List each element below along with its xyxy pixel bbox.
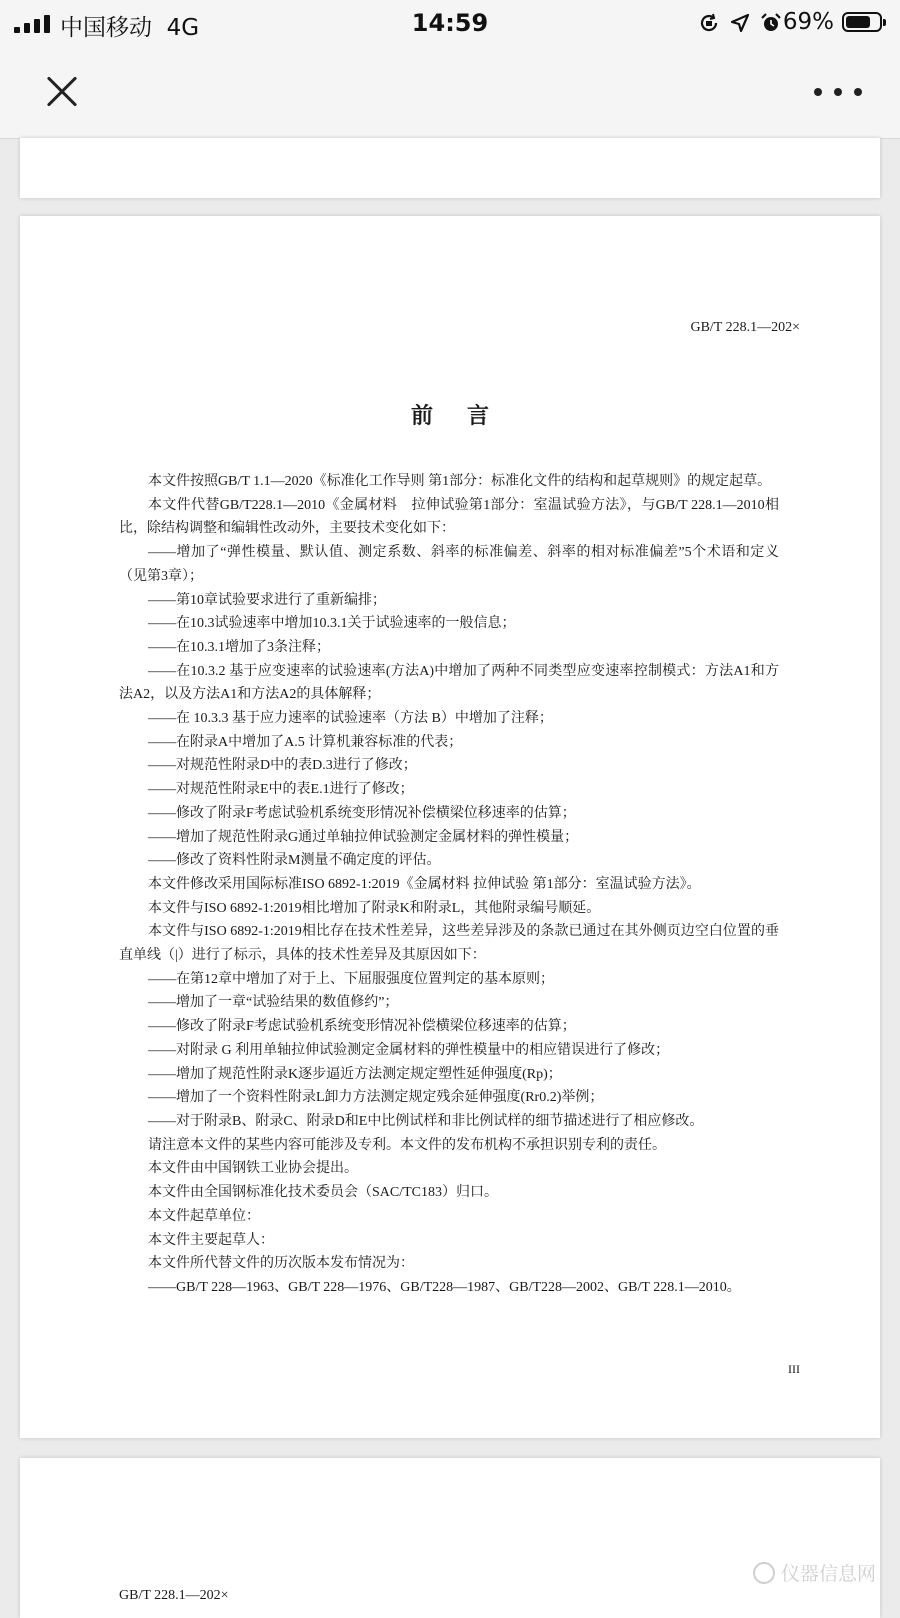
- watermark-text: 仪器信息网: [780, 1563, 876, 1585]
- previous-page: [20, 138, 880, 198]
- paragraph-line: 请注意本文件的某些内容可能涉及专利。本文件的发布机构不承担识别专利的责任。: [148, 1137, 666, 1153]
- close-icon[interactable]: [38, 68, 86, 116]
- document-body: [119, 470, 779, 1300]
- next-page-code: GB/T 228.1—202×: [119, 1588, 229, 1603]
- page-title: 前言: [410, 403, 523, 428]
- paragraph-line: ——增加了“弹性模量、默认值、测定系数、斜率的标准偏差、斜率的相对标准偏差”5个术语和定义（见第3章）；: [119, 545, 779, 584]
- paragraph-line: ——在 10.3.3 基于应力速率的试验速率（方法 B）中增加了注释；: [148, 711, 553, 727]
- paragraph-line: ——对于附录B、附录C、附录D和E中比例试样和非比例试样的细节描述进行了相应修改。: [148, 1113, 704, 1129]
- battery-percent: 69%: [782, 9, 834, 35]
- paragraph-line: ——增加了一个资料性附录L卸力方法测定规定残余延伸强度(Rr0.2)举例；: [148, 1090, 604, 1106]
- battery-icon: [842, 12, 882, 32]
- paragraph-line: ——修改了附录F考虑试验机系统变形情况补偿横梁位移速率的估算；: [148, 1019, 576, 1035]
- paragraph-line: 本文件主要起草人：: [148, 1232, 274, 1248]
- paragraph-line: ——增加了一章“试验结果的数值修约”；: [148, 995, 399, 1011]
- paragraph-line: 本文件与ISO 6892-1:2019相比增加了附录K和附录L，其他附录编号顺延。: [148, 900, 601, 916]
- paragraph-line: ——对附录 G 利用单轴拉伸试验测定金属材料的弹性模量中的相应错误进行了修改；: [148, 1042, 670, 1058]
- paragraph-line: ——增加了规范性附录G通过单轴拉伸试验测定金属材料的弹性模量；: [148, 829, 579, 845]
- paragraph-line: 本文件代替GB/T228.1—2010《金属材料 拉伸试验第1部分：室温试验方法》，与GB/T 228.1—2010相比，除结构调整和编辑性改动外，主要技术变化如下：: [119, 497, 779, 537]
- paragraph-line: ——修改了附录F考虑试验机系统变形情况补偿横梁位移速率的估算；: [148, 805, 576, 821]
- status-icons: [698, 11, 782, 35]
- document-page: [20, 216, 880, 1438]
- next-page: [20, 1458, 880, 1618]
- paragraph-line: 本文件由中国钢铁工业协会提出。: [148, 1161, 358, 1177]
- paragraph-line: ——对规范性附录D中的表D.3进行了修改；: [148, 758, 417, 774]
- page-number: III: [788, 1362, 800, 1376]
- watermark-logo-icon: [753, 1562, 775, 1584]
- paragraph-line: ——在10.3.2 基于应变速率的试验速率(方法A)中增加了两种不同类型应变速率控制模式：方法A1和方法A2，以及方法A1和方法A2的具体解释；: [119, 663, 779, 703]
- paragraph-line: ——第10章试验要求进行了重新编排；: [148, 592, 386, 608]
- paragraph-line: 本文件按照GB/T 1.1—2020《标准化工作导则 第1部分：标准化文件的结构和起草规则》的规定起草。: [148, 474, 772, 489]
- paragraph-line: ——在第12章中增加了对于上、下屈服强度位置判定的基本原则；: [148, 971, 554, 987]
- orientation-lock-icon: [698, 12, 720, 34]
- network-type: 4G: [166, 15, 200, 41]
- paragraph-line: 本文件修改采用国际标准ISO 6892-1:2019《金属材料 拉伸试验 第1部分：室温试验方法》。: [148, 876, 701, 892]
- alarm-clock-icon: [760, 12, 782, 34]
- paragraph-line: ——GB/T 228—1963、GB/T 228—1976、GB/T228—1987、GB/T228—2002、GB/T 228.1—2010。: [148, 1279, 741, 1295]
- more-dots-icon[interactable]: [814, 80, 862, 104]
- location-arrow-icon: [730, 13, 750, 33]
- nav-bar: [0, 46, 900, 139]
- paragraph-line: ——在附录A中增加了A.5 计算机兼容标准的代表；: [148, 734, 463, 750]
- paragraph-line: 本文件起草单位：: [148, 1208, 260, 1224]
- paragraph-line: ——增加了规范性附录K逐步逼近方法测定规定塑性延伸强度(Rp)；: [148, 1066, 562, 1082]
- carrier-name: 中国移动: [60, 15, 152, 41]
- paragraph-line: ——对规范性附录E中的表E.1进行了修改；: [148, 782, 414, 798]
- paragraph-line: 本文件由全国钢标准化技术委员会（SAC/TC183）归口。: [148, 1185, 499, 1201]
- paragraph-line: ——在10.3.1增加了3条注释；: [148, 639, 330, 655]
- document-code: GB/T 228.1—202×: [690, 320, 800, 335]
- status-bar: [0, 0, 900, 46]
- paragraph-line: 本文件与ISO 6892-1:2019相比存在技术性差异，这些差异涉及的条款已通过在其外侧页边空白位置的垂直单线（|）进行了标示，具体的技术性差异及其原因如下：: [119, 924, 779, 964]
- watermark: [753, 1559, 876, 1586]
- paragraph-line: 本文件所代替文件的历次版本发布情况为：: [148, 1256, 414, 1272]
- clock: 14:59: [411, 9, 489, 37]
- paragraph-line: ——修改了资料性附录M测量不确定度的评估。: [148, 853, 441, 869]
- paragraph-line: ——在10.3试验速率中增加10.3.1关于试验速率的一般信息；: [148, 616, 516, 632]
